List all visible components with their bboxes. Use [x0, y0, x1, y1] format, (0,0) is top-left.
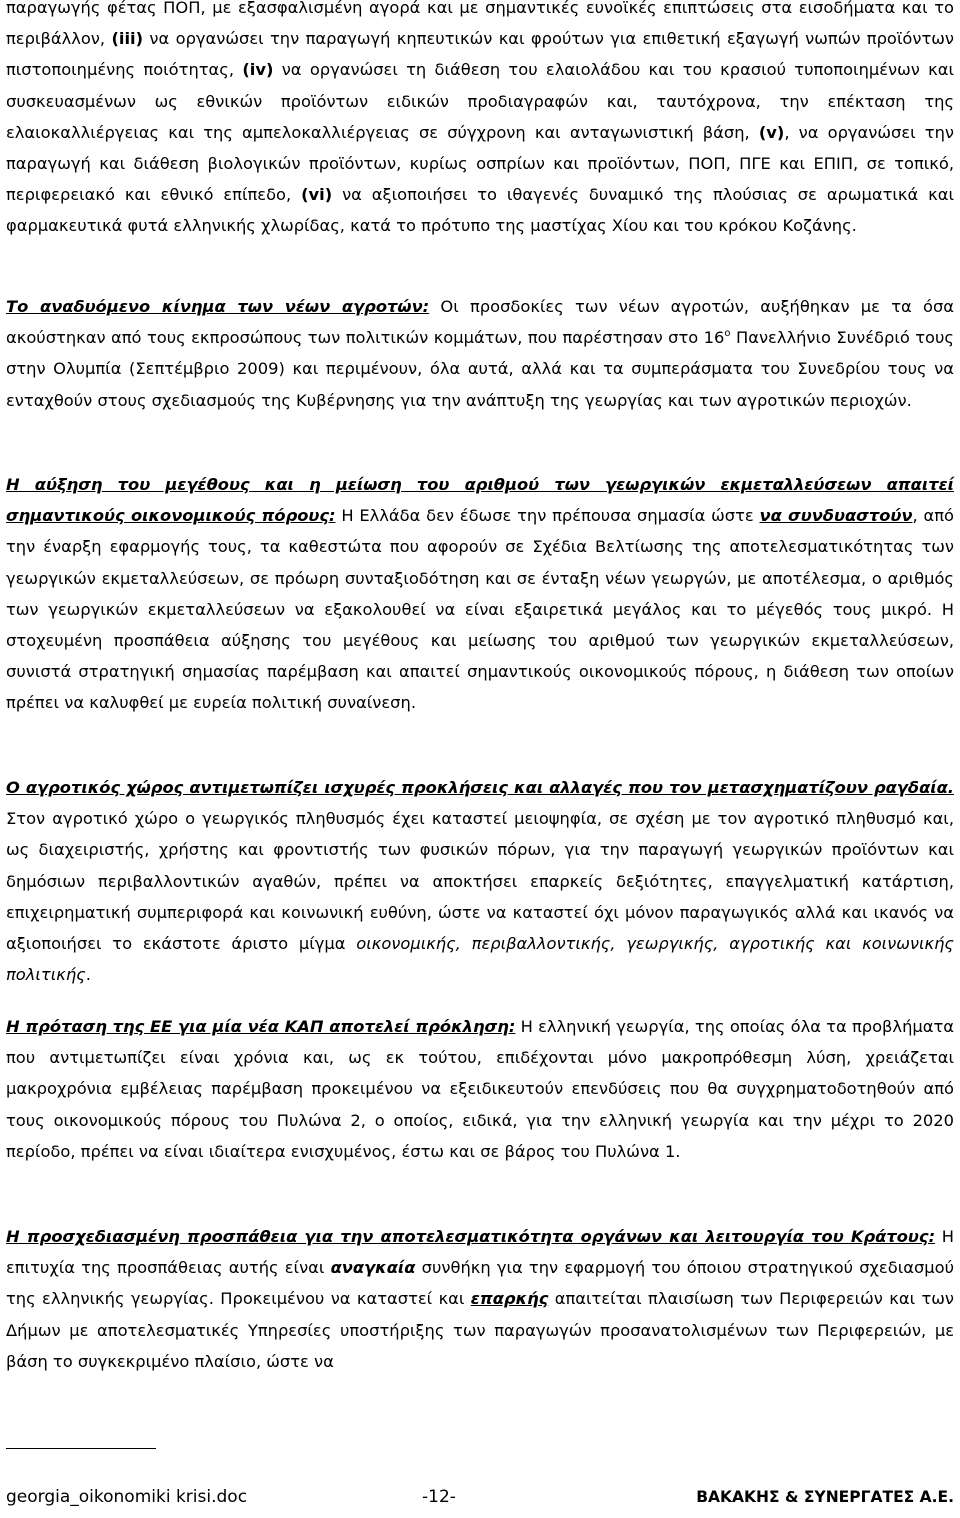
text-run: Η επιτυχία της προσπάθειας αυτής είναι: [6, 1227, 954, 1278]
text-run: , από την έναρξη εφαρμογής τους, τα καθεστώτα που αφορούν σε Σχέδια Βελτίωσης της αποτελεσματικότητας των γεωργικών εκμεταλλεύσεων, σε πρόωρη συνταξιοδότηση και σε ένταξη νέων γεωργών, με αποτέλεσμα, ο αριθμός των γεωργικών εκμεταλλεύσεων να εξακολουθεί να είναι εξαιρετικά μεγάλος και το μέγεθός τους μικρό. Η στοχευμένη προσπάθεια αύξησης του μεγέθους και μείωσης του αριθμού των γεωργικών εκμεταλλεύσεων, συνιστά στρατηγική σημασίας παρέμβαση και απαιτεί σημαντικούς οικονομικούς πόρους, η διάθεση των οποίων πρέπει να καλυφθεί με ευρεία πολιτική συναίνεση.: [6, 506, 954, 713]
text-run-b: (iv): [242, 60, 274, 80]
page-footer: [6, 1482, 954, 1512]
paragraph-state-effectiveness: [6, 1221, 954, 1377]
text-run: .: [85, 965, 91, 985]
text-run-biu: Το αναδυόμενο κίνημα των νέων αγροτών:: [6, 297, 430, 316]
text-run-b: (vi): [301, 185, 333, 205]
text-run-sup: ο: [724, 328, 731, 340]
text-run: Πανελλήνιο Συνέδριό τους στην Ολυμπία (Σεπτέμβριο 2009) και περιμένουν, όλα αυτά, αλλά και τα συμπεράσματα του Συνεδρίου τους να ενταχθούν στους σχεδιασμούς της Κυβέρνησης για την ανάπτυξη της γεωργίας και των αγροτικών περιοχών.: [6, 328, 954, 410]
text-run: συνθήκη για την εφαρμογή του όποιου στρατηγικού σχεδιασμού της ελληνικής γεωργίας. Προκειμένου να καταστεί και: [6, 1258, 954, 1309]
text-run-biu: Ο αγροτικός χώρος αντιμετωπίζει ισχυρές προκλήσεις και αλλαγές που τον μετασχηματίζουν ραγδαία.: [6, 778, 954, 797]
text-run: Η Ελλάδα δεν έδωσε την πρέπουσα σημασία ώστε: [335, 506, 760, 526]
text-run-biu: να συνδυαστούν: [759, 506, 913, 526]
text-run: Οι προσδοκίες των νέων αγροτών, αυξήθηκαν με τα όσα ακούστηκαν από τους εκπροσώπους των πολιτικών κομμάτων, που παρέστησαν στο 16: [6, 297, 954, 348]
text-run-biu: επαρκής: [470, 1289, 549, 1309]
text-run: παραγωγής φέτας ΠΟΠ, με εξασφαλισμένη αγορά και με σημαντικές ευνοϊκές επιπτώσεις στα εισοδήματα και το περιβάλλον,: [6, 0, 954, 49]
paragraph-rural-space-challenges: [6, 772, 954, 990]
paragraph-products-organization: [6, 0, 954, 242]
text-run: να οργανώσει τη διάθεση του ελαιολάδου και του κρασιού τυποποιημένων και συσκευασμένων ως εθνικών προϊόντων ειδικών προδιαγραφών και, ταυτόχρονα, την επέκταση της ελαιοκαλλιέργειας και της αμπελοκαλλιέργειας σε σύγχρονη και ανταγωνιστική βάση,: [6, 60, 954, 142]
text-run-b: (v): [758, 122, 785, 142]
text-run: να αξιοποιήσει το ιθαγενές δυναμικό της πλούσιας σε αρωματικά και φαρμακευτικά φυτά ελληνικής χλωρίδας, κατά το πρότυπο της μαστίχας Χίου και του κρόκου Κοζάνης.: [6, 185, 954, 236]
text-run-biu: Η πρόταση της ΕΕ για μία νέα ΚΑΠ αποτελεί πρόκληση:: [6, 1017, 516, 1036]
text-run: Η ελληνική γεωργία, της οποίας όλα τα προβλήματα που αντιμετωπίζει είναι χρόνια και, ως εκ τούτου, επιδέχονται μόνο μακροπρόθεσμη λύση, χρειάζεται μακροχρόνια εμβέλειας παρέμβαση προκειμένου να εξειδικευτούν επενδύσεις που θα συγχρηματοδοτηθούν από τους οικονομικούς πόρους του Πυλώνα 2, ο οποίος, ειδικά, για την ελληνική γεωργία και την μέχρι το 2020 περίοδο, πρέπει να είναι ιδιαίτερα ενισχυμένος, έστω και σε βάρος του Πυλώνα 1.: [6, 1017, 955, 1161]
text-run-i: οικονομικής, περιβαλλοντικής, γεωργικής, αγροτικής και κοινωνικής πολιτικής: [6, 934, 954, 985]
text-run: να οργανώσει την παραγωγή κηπευτικών και φρούτων για επιθετική εξαγωγή νωπών προϊόντων πιστοποιημένης ποιότητας,: [6, 29, 954, 80]
footer-filename: georgia_oikonomiki krisi.doc: [6, 1487, 248, 1507]
text-run-biu: Η αύξηση του μεγέθους και η μείωση του αριθμού των γεωργικών εκμεταλλεύσεων απαιτεί σημαντικούς οικονομικούς πόρους:: [6, 475, 954, 526]
text-run-biu: Η προσχεδιασμένη προσπάθεια για την αποτελεσματικότητα οργάνων και λειτουργία του Κράτους:: [6, 1227, 936, 1246]
footer-page-number: -12-: [422, 1487, 456, 1507]
footer-divider: [6, 1448, 156, 1449]
paragraph-farm-size-resources: [6, 469, 954, 719]
paragraph-young-farmers-movement: [6, 291, 954, 416]
text-run: Στον αγροτικό χώρο ο γεωργικός πληθυσμός έχει καταστεί μειοψηφία, σε σχέση με τον αγροτικό πληθυσμό και, ως διαχειριστής, χρήστης και φροντιστής των φυσικών πόρων, για την παραγωγή γεωργικών προϊόντων και δημόσιων περιβαλλοντικών αγαθών, πρέπει να αποκτήσει επαρκείς δεξιότητες, επαγγελματική κατάρτιση, επιχειρηματική συμπεριφορά και κοινωνική ευθύνη, ώστε να καταστεί όχι μόνον παραγωγικός αλλά και ικανός να αξιοποιήσει το εκάστοτε άριστο μίγμα: [6, 809, 954, 954]
paragraph-eu-cap-proposal: [6, 1011, 954, 1167]
footer-company: ΒΑΚΑΚΗΣ & ΣΥΝΕΡΓΑΤΕΣ Α.Ε.: [696, 1488, 954, 1506]
text-run-b: (iii): [111, 29, 144, 49]
text-run-bi: αναγκαία: [330, 1258, 416, 1278]
text-run: απαιτείται πλαισίωση των Περιφερειών και των Δήμων με αποτελεσματικές Υπηρεσίες υποστήριξης των παραγωγών προσανατολισμένων των Περιφερειών, με βάση το συγκεκριμένο πλαίσιο, ώστε να: [6, 1289, 954, 1371]
text-run: , να οργανώσει την παραγωγή και διάθεση βιολογικών προϊόντων, κυρίως οσπρίων και προϊόντων, ΠΟΠ, ΠΓΕ και ΕΠΙΠ, σε τοπικό, περιφερειακό και εθνικό επίπεδο,: [6, 122, 954, 205]
